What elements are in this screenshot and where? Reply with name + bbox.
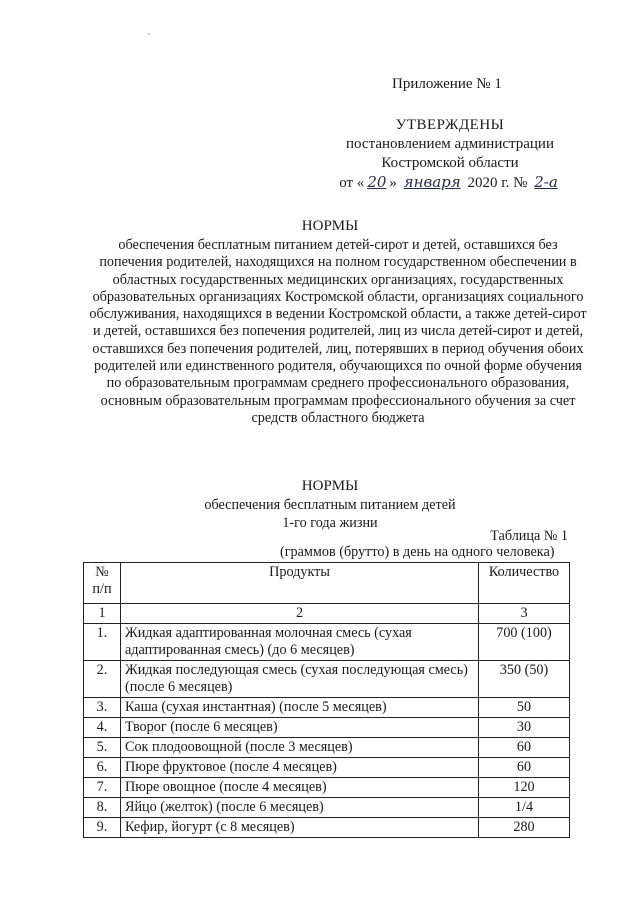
row-product: Жидкая последующая смесь (сухая последующая смесь) (после 6 месяцев) bbox=[121, 661, 479, 698]
scan-speck bbox=[148, 33, 150, 35]
row-product: Пюре фруктовое (после 4 месяцев) bbox=[121, 758, 479, 778]
row-num: 3. bbox=[84, 698, 121, 718]
table-row bbox=[84, 798, 570, 818]
row-product: Сок плодоовощной (после 3 месяцев) bbox=[121, 738, 479, 758]
table-row bbox=[84, 738, 570, 758]
row-qty: 120 bbox=[479, 778, 570, 798]
table-row bbox=[84, 661, 570, 698]
handwritten-number: 2-а bbox=[534, 173, 558, 191]
approval-line-2: Костромской области bbox=[381, 155, 519, 171]
row-num: 6. bbox=[84, 758, 121, 778]
year-text: 2020 г. № bbox=[467, 175, 528, 191]
row-num: 4. bbox=[84, 718, 121, 738]
row-num: 1. bbox=[84, 624, 121, 661]
main-title: НОРМЫ bbox=[301, 218, 359, 234]
row-num: 7. bbox=[84, 778, 121, 798]
approved-heading: УТВЕРЖДЕНЫ bbox=[395, 117, 505, 133]
sub-description bbox=[90, 497, 570, 532]
row-qty: 60 bbox=[479, 738, 570, 758]
table-index-row bbox=[84, 604, 570, 624]
sub-description-line-2: 1-го года жизни bbox=[282, 514, 378, 531]
date-mid: » bbox=[389, 175, 397, 191]
row-product: Жидкая адаптированная молочная смесь (сухая адаптированная смесь) (до 6 месяцев) bbox=[121, 624, 479, 661]
handwritten-month: января bbox=[403, 173, 461, 191]
row-product: Каша (сухая инстантная) (после 5 месяцев) bbox=[121, 698, 479, 718]
norms-table bbox=[83, 562, 570, 838]
appendix-label: Приложение № 1 bbox=[392, 76, 502, 92]
approval-block bbox=[300, 116, 600, 193]
table-row bbox=[84, 778, 570, 798]
table-row bbox=[84, 624, 570, 661]
table-row bbox=[84, 698, 570, 718]
row-qty: 50 bbox=[479, 698, 570, 718]
table-row bbox=[84, 818, 570, 838]
row-product: Кефир, йогурт (с 8 месяцев) bbox=[121, 818, 479, 838]
table-row bbox=[84, 758, 570, 778]
table-label: Таблица № 1 bbox=[490, 528, 568, 544]
row-product: Пюре овощное (после 4 месяцев) bbox=[121, 778, 479, 798]
header-product: Продукты bbox=[121, 563, 479, 604]
row-qty: 30 bbox=[479, 718, 570, 738]
row-product: Яйцо (желток) (после 6 месяцев) bbox=[121, 798, 479, 818]
index-cell: 2 bbox=[121, 604, 479, 624]
row-num: 9. bbox=[84, 818, 121, 838]
table-header-row bbox=[84, 563, 570, 604]
date-prefix: от « bbox=[339, 175, 365, 191]
row-num: 5. bbox=[84, 738, 121, 758]
approval-date bbox=[300, 173, 600, 193]
table-units: (граммов (брутто) в день на одного человека) bbox=[280, 544, 555, 560]
row-qty: 700 (100) bbox=[479, 624, 570, 661]
row-qty: 1/4 bbox=[479, 798, 570, 818]
header-num: № п/п bbox=[84, 563, 121, 604]
approval-line-1: постановлением администрации bbox=[346, 136, 554, 152]
table-row bbox=[84, 718, 570, 738]
row-qty: 350 (50) bbox=[479, 661, 570, 698]
handwritten-day: 20 bbox=[367, 173, 387, 191]
index-cell: 3 bbox=[479, 604, 570, 624]
row-qty: 60 bbox=[479, 758, 570, 778]
sub-description-line-1: обеспечения бесплатным питанием детей bbox=[204, 497, 456, 513]
main-description: обеспечения бесплатным питанием детей-сирот и детей, оставшихся без попечения родителей, находящихся на полном государственном обеспечении в областных государственных медицинских организациях, государственных образовательных организациях Костромской области, организациях социального обслуживания, находящихся в ведении Костромской области, а также детей-сирот и детей, оставшихся без попечения родителей, лиц из числа детей-сирот и детей, оставшихся без попечения родителей, лиц, потерявших в период обучения обоих родителей или единственного родителя, обучающихся по очной форме обучения по образовательным программам среднего профессионального образования, основным образовательным программам профессионального обучения за счет средств областного бюджета bbox=[89, 237, 587, 426]
sub-title: НОРМЫ bbox=[301, 478, 359, 494]
row-num: 8. bbox=[84, 798, 121, 818]
header-qty: Количество bbox=[479, 563, 570, 604]
row-qty: 280 bbox=[479, 818, 570, 838]
index-cell: 1 bbox=[84, 604, 121, 624]
row-num: 2. bbox=[84, 661, 121, 698]
row-product: Творог (после 6 месяцев) bbox=[121, 718, 479, 738]
